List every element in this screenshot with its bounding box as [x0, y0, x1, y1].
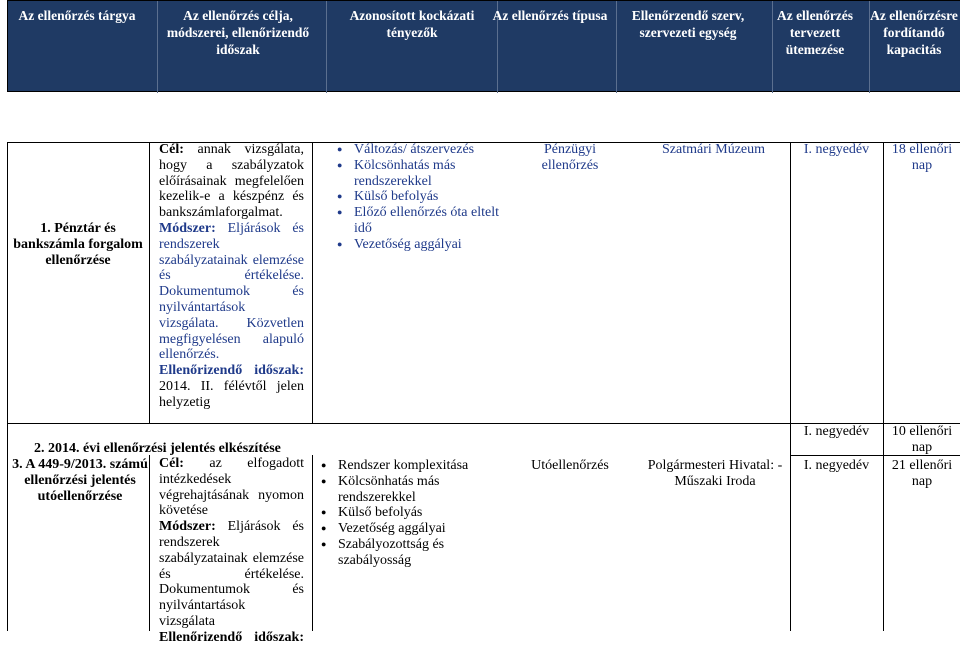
method-text: Eljárások és rendszerek szabályzatainak elemzése és értékelése. Dokumentumok és nyilvántartások vizsgálata — [159, 519, 305, 629]
risk-item: ● Vezetőség aggályai — [318, 521, 478, 537]
risk-item: ● Kölcsönhatás más rendszerekkel — [318, 474, 478, 506]
row2-subject: 2. 2014. évi ellenőrzési jelentés elkészítése — [34, 441, 281, 456]
row1-goal-cell — [159, 142, 304, 411]
header-divider — [616, 1, 617, 93]
method-label: Módszer: — [159, 519, 216, 535]
row2-schedule: I. negyedév — [803, 424, 870, 439]
header-capacity: Az ellenőrzésre fordítandó kapacitás — [870, 8, 958, 57]
row2-capacity: 10 ellenőri nap — [891, 424, 953, 455]
risk-item: ● Külső befolyás — [318, 505, 478, 521]
row1-capacity: 18 ellenőri nap — [891, 142, 953, 173]
row3-goal-cell — [159, 456, 304, 646]
table-header — [7, 0, 960, 92]
goal-label: Cél: — [159, 142, 184, 157]
risk-item: ● Vezetőség aggályai — [334, 237, 514, 253]
header-schedule: Az ellenőrzés tervezett ütemezése — [776, 8, 854, 57]
risk-item: ● Rendszer komplexitása — [318, 458, 478, 474]
period-label: Ellenőrizendő időszak: — [159, 629, 304, 645]
col-border — [312, 455, 313, 631]
row1-subject: 1. Pénztár és bankszámla forgalom ellenőrzése — [13, 221, 143, 268]
row3-risks — [318, 458, 478, 569]
header-goal: Az ellenőrzés célja, módszerei, ellenőrizendő időszak — [166, 8, 310, 57]
col-border — [883, 142, 884, 631]
row1-org: Szatmári Múzeum — [662, 142, 766, 157]
header-divider — [326, 1, 327, 93]
risk-item: ● Szabályozottság és szabályosság — [318, 537, 478, 569]
col-border — [312, 142, 313, 423]
period-text: 2014. II. félévtől jelen helyzetig — [159, 378, 304, 410]
row3-org: Polgármesteri Hivatal: - Műszaki Iroda — [647, 458, 783, 489]
method-text: Eljárások és rendszerek szabályzatainak elemzése és értékelése. Dokumentumok és nyilvántartások vizsgálata. Közvetlen megfigyelésen alapuló ellenőrzés. — [159, 220, 305, 363]
col-border — [149, 142, 150, 423]
goal-text: az elfogadott intézkedések végrehajtásának nyomon követése — [159, 456, 305, 519]
row3-subject: 3. A 449-9/2013. számú ellenőrzési jelentés utóellenőrzése — [12, 457, 148, 504]
header-subject: Az ellenőrzés tárgya — [18, 8, 136, 23]
header-risks: Azonosított kockázati tényezők — [349, 8, 475, 40]
row3-capacity: 21 ellenőri nap — [891, 458, 953, 489]
period-label: Ellenőrizendő időszak: — [159, 363, 304, 379]
row3-schedule: I. negyedév — [803, 458, 870, 473]
risk-item: ● Előző ellenőrzés óta eltelt idő — [334, 205, 514, 237]
risk-item: ● Kölcsönhatás más rendszerekkel — [334, 158, 514, 190]
risk-item: ● Külső befolyás — [334, 189, 514, 205]
header-divider — [157, 1, 158, 93]
col-border — [790, 142, 791, 631]
header-org: Ellenőrzendő szerv, szervezeti egység — [631, 8, 745, 40]
risk-item: ● Változás/ átszervezés — [334, 142, 514, 158]
row1-risks — [334, 142, 514, 253]
row3-type: Utóellenőrzés — [531, 458, 609, 473]
col-border — [7, 142, 8, 631]
goal-text: annak vizsgálata, hogy a szabályzatok előírásainak megfelelően kezelik-e a készpénz és bankszámlaforgalmat. — [159, 142, 305, 221]
row1-type: Pénzügyi ellenőrzés — [541, 142, 599, 173]
row1-schedule: I. negyedév — [803, 142, 870, 157]
method-label: Módszer: — [159, 220, 216, 236]
goal-label: Cél: — [159, 456, 184, 471]
header-type: Az ellenőrzés típusa — [492, 8, 608, 23]
